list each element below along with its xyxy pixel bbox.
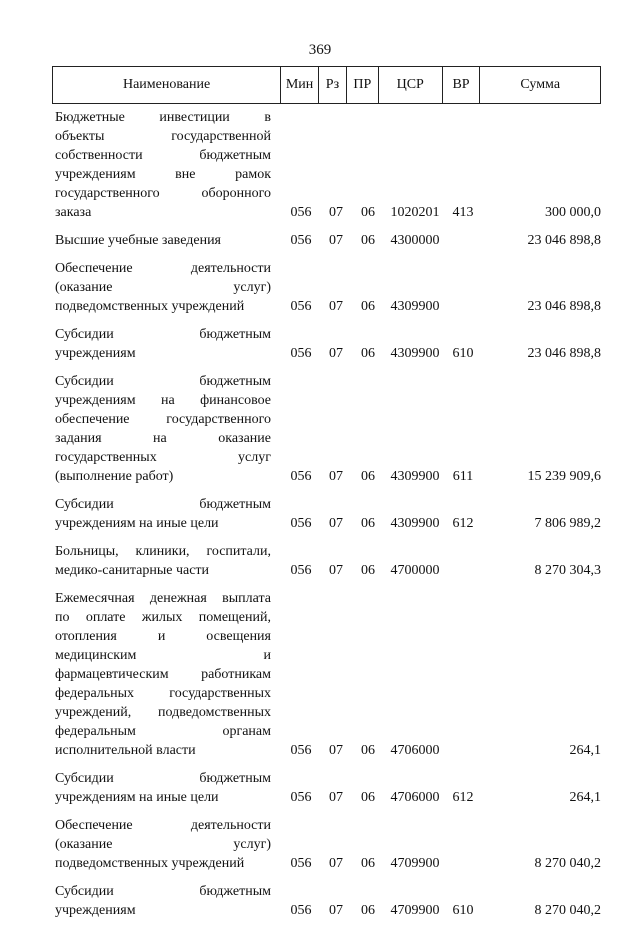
table-row: [55, 589, 601, 760]
row-name-line: Субсидии бюджетным: [55, 327, 271, 342]
row-sum: 8 270 304,3: [534, 563, 601, 578]
row-pr: 06: [361, 469, 375, 484]
row-rz: 07: [329, 469, 343, 484]
row-name-line: Субсидии бюджетным: [55, 374, 271, 389]
row-csr: 4700000: [390, 563, 440, 578]
row-name-line: отопления и освещения: [55, 629, 271, 644]
row-rz: 07: [329, 233, 343, 248]
row-vr: 610: [452, 346, 474, 361]
row-name-line: Субсидии бюджетным: [55, 771, 271, 786]
row-vr: 612: [452, 790, 474, 805]
row-rz: 07: [329, 743, 343, 758]
row-name-line: подведомственных учреждений: [55, 856, 245, 871]
header-min: Мин: [281, 67, 319, 103]
header-vr: ВР: [443, 67, 481, 103]
header-pr: ПР: [347, 67, 379, 103]
row-pr: 06: [361, 790, 375, 805]
row-csr: 4309900: [390, 516, 440, 531]
row-sum: 23 046 898,8: [527, 346, 601, 361]
row-pr: 06: [361, 205, 375, 220]
table-row: [55, 372, 601, 486]
row-name-line: фармацевтическим работникам: [55, 667, 271, 682]
row-min: 056: [290, 903, 312, 918]
row-name-line: собственности бюджетным: [55, 148, 271, 163]
row-min: 056: [290, 516, 312, 531]
row-rz: 07: [329, 346, 343, 361]
row-name-line: Обеспечение деятельности: [55, 261, 271, 276]
header-csr: ЦСР: [379, 67, 443, 103]
row-name-line: государственного оборонного: [55, 186, 271, 201]
row-name: [55, 259, 271, 316]
table-row: [55, 231, 601, 250]
row-vr: 610: [452, 903, 474, 918]
row-pr: 06: [361, 563, 375, 578]
row-name-line: учреждениям на иные цели: [55, 516, 219, 531]
row-name-line: учреждениям: [55, 346, 136, 361]
row-csr: 4309900: [390, 299, 440, 314]
row-sum: 264,1: [569, 790, 601, 805]
table-body: [55, 108, 601, 929]
row-csr: 4309900: [390, 469, 440, 484]
page-number: 369: [308, 42, 332, 58]
header-rz: Рз: [319, 67, 347, 103]
row-vr: 413: [452, 205, 474, 220]
row-min: 056: [290, 790, 312, 805]
row-min: 056: [290, 346, 312, 361]
row-name-line: подведомственных учреждений: [55, 299, 245, 314]
row-name-line: Высшие учебные заведения: [55, 233, 221, 248]
row-pr: 06: [361, 346, 375, 361]
header-sum: Сумма: [520, 77, 561, 92]
table-row: [55, 542, 601, 580]
row-csr: 4309900: [390, 346, 440, 361]
table-row: [55, 325, 601, 363]
row-sum: 8 270 040,2: [534, 903, 601, 918]
row-vr: 612: [452, 516, 474, 531]
row-csr: 1020201: [390, 205, 440, 220]
row-name-line: медико-санитарные части: [55, 563, 210, 578]
row-name-line: по оплате жилых помещений,: [55, 610, 271, 625]
row-name-line: учреждениям на иные цели: [55, 790, 219, 805]
row-csr: 4709900: [390, 856, 440, 871]
row-name-line: (оказание услуг): [55, 280, 271, 295]
table-header: [52, 66, 601, 104]
row-name: [55, 542, 271, 580]
row-sum: 23 046 898,8: [527, 233, 601, 248]
table-row: [55, 259, 601, 316]
row-name-line: объекты государственной: [55, 129, 271, 144]
row-min: 056: [290, 299, 312, 314]
row-name-line: Бюджетные инвестиции в: [55, 110, 271, 125]
row-name-line: медицинским и: [55, 648, 271, 663]
row-name: [55, 231, 271, 250]
row-rz: 07: [329, 903, 343, 918]
row-name-line: Субсидии бюджетным: [55, 497, 271, 512]
row-pr: 06: [361, 903, 375, 918]
row-rz: 07: [329, 516, 343, 531]
row-name-line: (выполнение работ): [55, 469, 174, 484]
row-sum: 15 239 909,6: [527, 469, 601, 484]
row-pr: 06: [361, 299, 375, 314]
row-rz: 07: [329, 563, 343, 578]
row-name-line: Больницы, клиники, госпитали,: [55, 544, 271, 559]
row-min: 056: [290, 563, 312, 578]
row-name: [55, 108, 271, 222]
row-name: [55, 372, 271, 486]
row-name-line: (оказание услуг): [55, 837, 271, 852]
row-name-line: федеральных государственных: [55, 686, 271, 701]
row-name-line: Ежемесячная денежная выплата: [55, 591, 271, 606]
row-min: 056: [290, 743, 312, 758]
table-row: [55, 816, 601, 873]
row-name-line: учреждениям вне рамок: [55, 167, 271, 182]
row-name-line: государственных услуг: [55, 450, 271, 465]
row-name: [55, 882, 271, 920]
row-min: 056: [290, 856, 312, 871]
row-sum: 23 046 898,8: [527, 299, 601, 314]
row-name: [55, 769, 271, 807]
row-csr: 4706000: [390, 790, 440, 805]
row-name-line: исполнительной власти: [55, 743, 196, 758]
row-sum: 8 270 040,2: [534, 856, 601, 871]
row-name-line: Обеспечение деятельности: [55, 818, 271, 833]
table-row: [55, 882, 601, 920]
row-rz: 07: [329, 205, 343, 220]
table-row: [55, 108, 601, 222]
row-pr: 06: [361, 856, 375, 871]
row-rz: 07: [329, 790, 343, 805]
row-name: [55, 495, 271, 533]
row-min: 056: [290, 233, 312, 248]
row-name-line: заказа: [55, 205, 92, 220]
row-min: 056: [290, 205, 312, 220]
row-pr: 06: [361, 516, 375, 531]
header-name: Наименование: [53, 67, 281, 103]
row-vr: 611: [452, 469, 474, 484]
row-name-line: федеральным органам: [55, 724, 271, 739]
row-csr: 4300000: [390, 233, 440, 248]
row-name-line: учреждений, подведомственных: [55, 705, 271, 720]
row-rz: 07: [329, 856, 343, 871]
row-sum: 300 000,0: [545, 205, 601, 220]
row-name-line: задания на оказание: [55, 431, 271, 446]
row-name-line: обеспечение государственного: [55, 412, 271, 427]
row-csr: 4709900: [390, 903, 440, 918]
row-min: 056: [290, 469, 312, 484]
row-name: [55, 325, 271, 363]
row-sum: 7 806 989,2: [534, 516, 601, 531]
table-row: [55, 769, 601, 807]
row-pr: 06: [361, 233, 375, 248]
table-row: [55, 495, 601, 533]
row-name-line: Субсидии бюджетным: [55, 884, 271, 899]
row-name: [55, 589, 271, 760]
row-pr: 06: [361, 743, 375, 758]
row-name: [55, 816, 271, 873]
row-csr: 4706000: [390, 743, 440, 758]
row-rz: 07: [329, 299, 343, 314]
row-name-line: учреждениям на финансовое: [55, 393, 271, 408]
row-name-line: учреждениям: [55, 903, 136, 918]
row-sum: 264,1: [569, 743, 601, 758]
